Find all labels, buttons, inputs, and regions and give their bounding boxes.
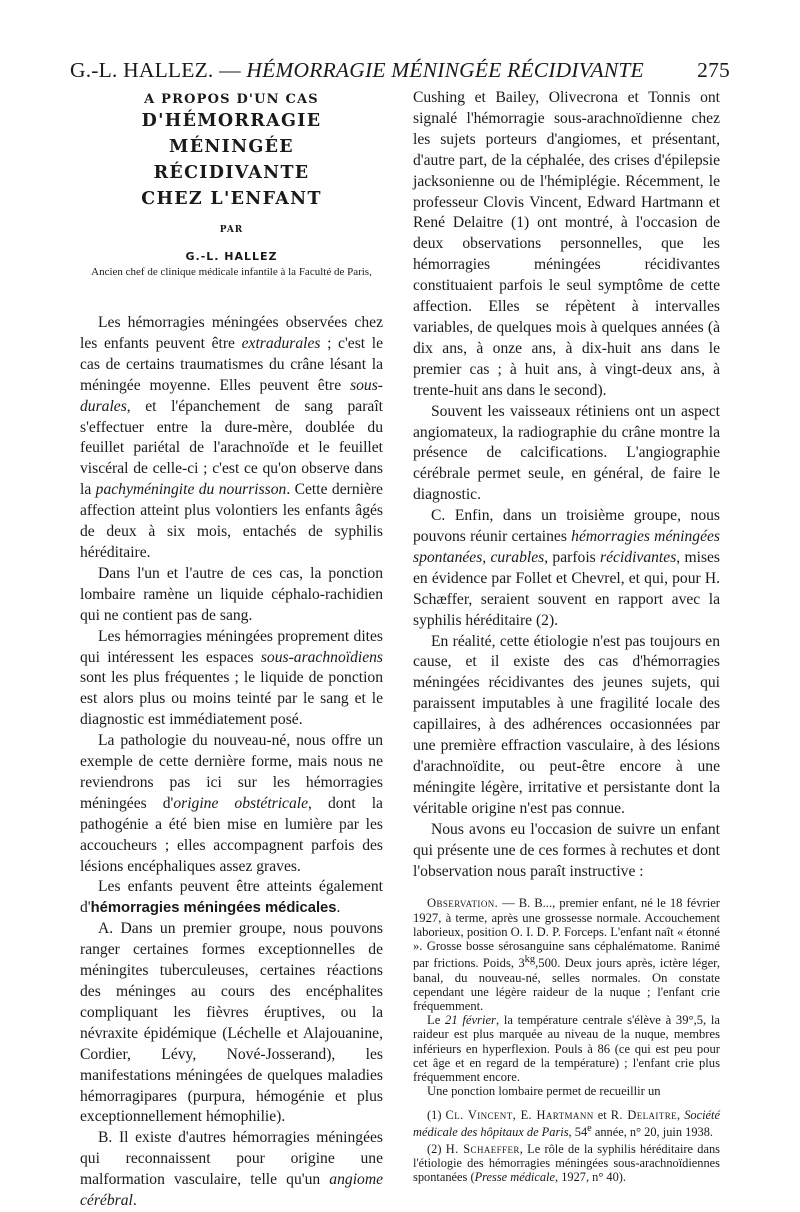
right-paragraph-2: Souvent les vaisseaux rétiniens ont un aspect angiomateux, la radiographie du crâne montre la présence de calcifications. L'angiographie cérébrale permet seule, en général, de faire le diagnostic. — [413, 402, 720, 504]
article-title-line-2: D'HÉMORRAGIE MÉNINGÉE — [141, 111, 322, 157]
left-paragraph-4: La pathologie du nouveau-né, nous offre un exemple de cette dernière forme, mais nous ne reviendrons pas ici sur les hémorragies méningées d'origine obstétricale, dont la pathogénie a été bien mise en lumière par les accoucheurs ; elles accompagnent parfois des lésions encéphaliques assez graves. — [80, 732, 383, 875]
running-head-title: HÉMORRAGIE MÉNINGÉE RÉCIDIVANTE — [246, 58, 644, 82]
left-paragraph-3: Les hémorragies méningées proprement dites qui intéressent les espaces sous-arachnoïdiens sont les plus fréquentes ; le liquide de ponction est alors plus ou moins teinté par le sang et le diagnostic est immédiatement posé. — [80, 627, 383, 729]
page-number: 275 — [697, 58, 730, 82]
right-paragraph-1: Cushing et Bailey, Olivecrona et Tonnis ont signalé l'hémorragie sous-arachnoïdienne chez les sujets porteurs d'angiomes, et présentant, d'autre part, de la céphalée, des crises d'épilepsie jacksonienne ou de l'hémiplégie. Récemment, le professeur Clovis Vincent, Edward Hartmann et René Delaitre (1) ont montré, à l'occasion de deux observations personnelles, que les hémorragies méningées récidivantes constituaient parfois le seul symptôme de cette affection. Elles se répètent à intervalles variables, de quelques mois à quelques années (à dix ans, à onze ans, à dix-huit ans dans le premier cas ; à huit ans, à vingt-deux ans, à trente-huit ans dans le second). — [413, 89, 720, 399]
running-head — [70, 58, 730, 83]
article-title-line-3: RÉCIDIVANTE — [153, 163, 310, 183]
observation-paragraph-1: Observation. — B. B..., premier enfant, né le 18 février 1927, à terme, après une grossesse normale. Accouchement laborieux, position O. I. D. P. Forceps. L'enfant naît « étonné ». Grosse bosse sérosanguine sans céphalématome. Ranimé par frictions. Poids, $3^{kg},500$. Deux jours après, ictère léger, banal, du nouveau-né, selles normales. On constate cependant une légère raideur de la nuque ; l'enfant crie fréquemment. — [413, 896, 720, 1014]
byline-affiliation: Ancien chef de clinique médicale infantile à la Faculté de Paris, — [91, 266, 372, 278]
article-title — [80, 91, 383, 212]
observation-paragraph-2: Le 21 février, la température centrale s'élève à 39°,5, la raideur est plus marquée au niveau de la nuque, membres inférieurs en hyperflexion. Pouls à 86 (ce qui est peu pour cet âge et en regard de la température) ; l'enfant crie plus fréquemment encore. — [413, 1013, 720, 1085]
left-column — [80, 88, 383, 1212]
left-paragraph-2: Dans l'un et l'autre de ces cas, la ponction lombaire ramène un liquide céphalo-rachidien qui ne contient pas de sang. — [80, 564, 383, 624]
right-paragraph-3: C. Enfin, dans un troisième groupe, nous pouvons réunir certaines hémorragies méningées spontanées, curables, parfois récidivantes, mises en évidence par Follet et Chevrel, et qui, pour H. Schæffer, seraient souvent en rapport avec la syphilis héréditaire (2). — [413, 507, 721, 629]
left-paragraph-5: Les enfants peuvent être atteints également d'hémorragies méningées médicales. — [80, 878, 383, 917]
article-title-line-4: CHEZ L'ENFANT — [141, 189, 322, 209]
right-paragraph-5: Nous avons eu l'occasion de suivre un enfant qui présente une de ces formes à rechutes et dont l'observation nous paraît instructive : — [413, 820, 720, 880]
left-paragraph-7: B. Il existe d'autres hémorragies méningées qui reconnaissent pour origine une malformation vasculaire, telle qu'un angiome cérébral. — [80, 1129, 383, 1210]
footnote-1: (1) Cl. Vincent, E. Hartmann et R. Delaitre, Société médicale des hôpitaux de Paris, 54e année, n° 20, juin 1938. — [413, 1108, 720, 1140]
left-paragraph-1: Les hémorragies méningées observées chez les enfants peuvent être extradurales ; c'est le cas de certains traumatismes du crâne lésant la méningée moyenne. Elles peuvent être sous-durales, et l'épanchement de sang paraît s'effectuer entre la dure-mère, doublée du feuillet pariétal de l'arachnoïde et le feuillet viscéral de celle-ci ; c'est ce qu'on observe dans la pachyméningite du nourrisson. Cette dernière affection atteint plus volontiers les enfants âgés de deux à six mois, entachés de syphilis héréditaire. — [80, 314, 383, 561]
right-column — [413, 88, 720, 1184]
running-head-author: G.-L. HALLEZ. — [70, 58, 214, 82]
footnote-2: (2) H. Schaeffer, Le rôle de la syphilis héréditaire dans l'étiologie des hémorragies méningées sous-arachnoïdiennes spontanées (Presse médicale, 1927, n° 40). — [413, 1141, 720, 1184]
byline-author: G.-L. HALLEZ — [185, 250, 278, 263]
running-head-dash: — — [213, 58, 247, 82]
observation-block — [413, 896, 720, 1098]
article-title-line-1: A PROPOS D'UN CAS — [144, 92, 319, 107]
byline-par: PAR — [219, 225, 244, 235]
right-paragraph-4: En réalité, cette étiologie n'est pas toujours en cause, et il existe des cas d'hémorragies méningées récidivantes des jeunes sujets, qui paraissent imputables à une fragilité locale des capillaires, à des adhérences occasionnées par une première effraction vasculaire, à des lésions d'arachnoïdite, ou peut-être encore à une méningite légère, irritative et persistante dont la véritable origine n'est pas connue. — [413, 632, 720, 817]
left-paragraph-6: A. Dans un premier groupe, nous pouvons ranger certaines formes exceptionnelles de méningites tuberculeuses, certaines réactions des méninges au cours des encéphalites compliquant les fièvres éruptives, ou la névraxite épidémique (Léchelle et Alajouanine, Cordier, Lévy, Nové-Josserand), les manifestations méningées de quelques maladies hémorragipares (purpura, hémogénie et plus exceptionnellement hémophilie). — [80, 920, 383, 1126]
observation-paragraph-3: Une ponction lombaire permet de recueillir un — [427, 1084, 661, 1099]
footnotes — [413, 1108, 720, 1183]
